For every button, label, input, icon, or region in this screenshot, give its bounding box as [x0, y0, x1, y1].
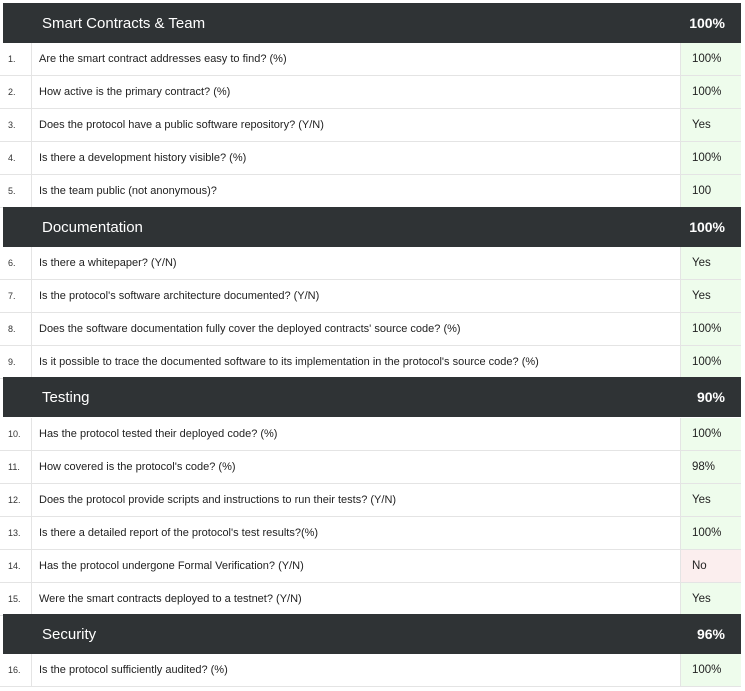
row-question: Is the protocol sufficiently audited? (%)	[39, 664, 228, 676]
row-number: 2.	[0, 76, 32, 108]
row-question: Is there a whitepaper? (Y/N)	[39, 257, 177, 269]
section-score: 100%	[689, 15, 725, 31]
section-title: Documentation	[42, 218, 143, 236]
row-question: How covered is the protocol's code? (%)	[39, 461, 236, 473]
table-row	[0, 550, 741, 583]
row-number: 7.	[0, 280, 32, 312]
row-question: Are the smart contract addresses easy to find? (%)	[39, 53, 287, 65]
row-answer: 98%	[680, 451, 741, 483]
section-header-testing	[3, 377, 741, 417]
row-number: 4.	[0, 142, 32, 174]
row-number: 16.	[0, 654, 32, 686]
row-answer: 100%	[680, 654, 741, 686]
table-row	[0, 654, 741, 687]
row-answer: 100%	[680, 43, 741, 75]
row-answer: 100%	[680, 517, 741, 549]
row-question: Is there a development history visible? (%)	[39, 152, 247, 164]
row-question: Is the team public (not anonymous)?	[39, 185, 217, 197]
table-row	[0, 418, 741, 451]
row-question: Does the software documentation fully cover the deployed contracts' source code? (%)	[39, 323, 461, 335]
row-question: Has the protocol undergone Formal Verification? (Y/N)	[39, 560, 304, 572]
row-answer: No	[680, 550, 741, 582]
table-row	[0, 109, 741, 142]
section-score: 90%	[696, 389, 725, 405]
row-answer: 100%	[680, 418, 741, 450]
section-header-documentation	[3, 207, 741, 247]
row-answer: Yes	[680, 484, 741, 516]
row-question: Is there a detailed report of the protocol's test results?(%)	[39, 527, 319, 539]
row-question: Were the smart contracts deployed to a testnet? (Y/N)	[39, 593, 302, 605]
row-number: 12.	[0, 484, 32, 516]
row-answer: Yes	[680, 109, 741, 141]
table-row	[0, 451, 741, 484]
row-number: 6.	[0, 247, 32, 279]
table-row	[0, 43, 741, 76]
row-number: 15.	[0, 583, 32, 615]
row-number: 13.	[0, 517, 32, 549]
row-question: Does the protocol provide scripts and instructions to run their tests? (Y/N)	[39, 494, 397, 506]
row-number: 10.	[0, 418, 32, 450]
table-row	[0, 142, 741, 175]
section-header-security	[3, 614, 741, 654]
table-row	[0, 247, 741, 280]
section-score: 100%	[689, 219, 725, 235]
row-number: 1.	[0, 43, 32, 75]
row-answer: 100%	[680, 76, 741, 108]
row-number: 3.	[0, 109, 32, 141]
row-answer: 100	[680, 175, 741, 207]
table-row	[0, 583, 741, 616]
row-question: Is the protocol's software architecture documented? (Y/N)	[39, 290, 320, 302]
table-row	[0, 76, 741, 109]
row-question: Has the protocol tested their deployed code? (%)	[39, 428, 278, 440]
row-answer: 100%	[680, 313, 741, 345]
row-answer: 100%	[680, 346, 741, 378]
row-answer: Yes	[680, 247, 741, 279]
row-number: 5.	[0, 175, 32, 207]
row-number: 14.	[0, 550, 32, 582]
table-row	[0, 484, 741, 517]
section-title: Security	[42, 625, 97, 643]
row-answer: 100%	[680, 142, 741, 174]
table-row	[0, 517, 741, 550]
section-title: Testing	[42, 388, 90, 406]
row-question: How active is the primary contract? (%)	[39, 86, 231, 98]
section-header-smart-contracts	[3, 3, 741, 43]
row-question: Does the protocol have a public software repository? (Y/N)	[39, 119, 324, 131]
section-score: 96%	[696, 626, 725, 642]
row-answer: Yes	[680, 583, 741, 615]
table-row	[0, 280, 741, 313]
section-title: Smart Contracts & Team	[42, 14, 206, 32]
table-row	[0, 346, 741, 379]
row-number: 8.	[0, 313, 32, 345]
row-question: Is it possible to trace the documented software to its implementation in the protocol's source code? (%)	[39, 356, 539, 368]
table-row	[0, 313, 741, 346]
table-row	[0, 175, 741, 208]
row-number: 9.	[0, 346, 32, 378]
row-answer: Yes	[680, 280, 741, 312]
row-number: 11.	[0, 451, 32, 483]
